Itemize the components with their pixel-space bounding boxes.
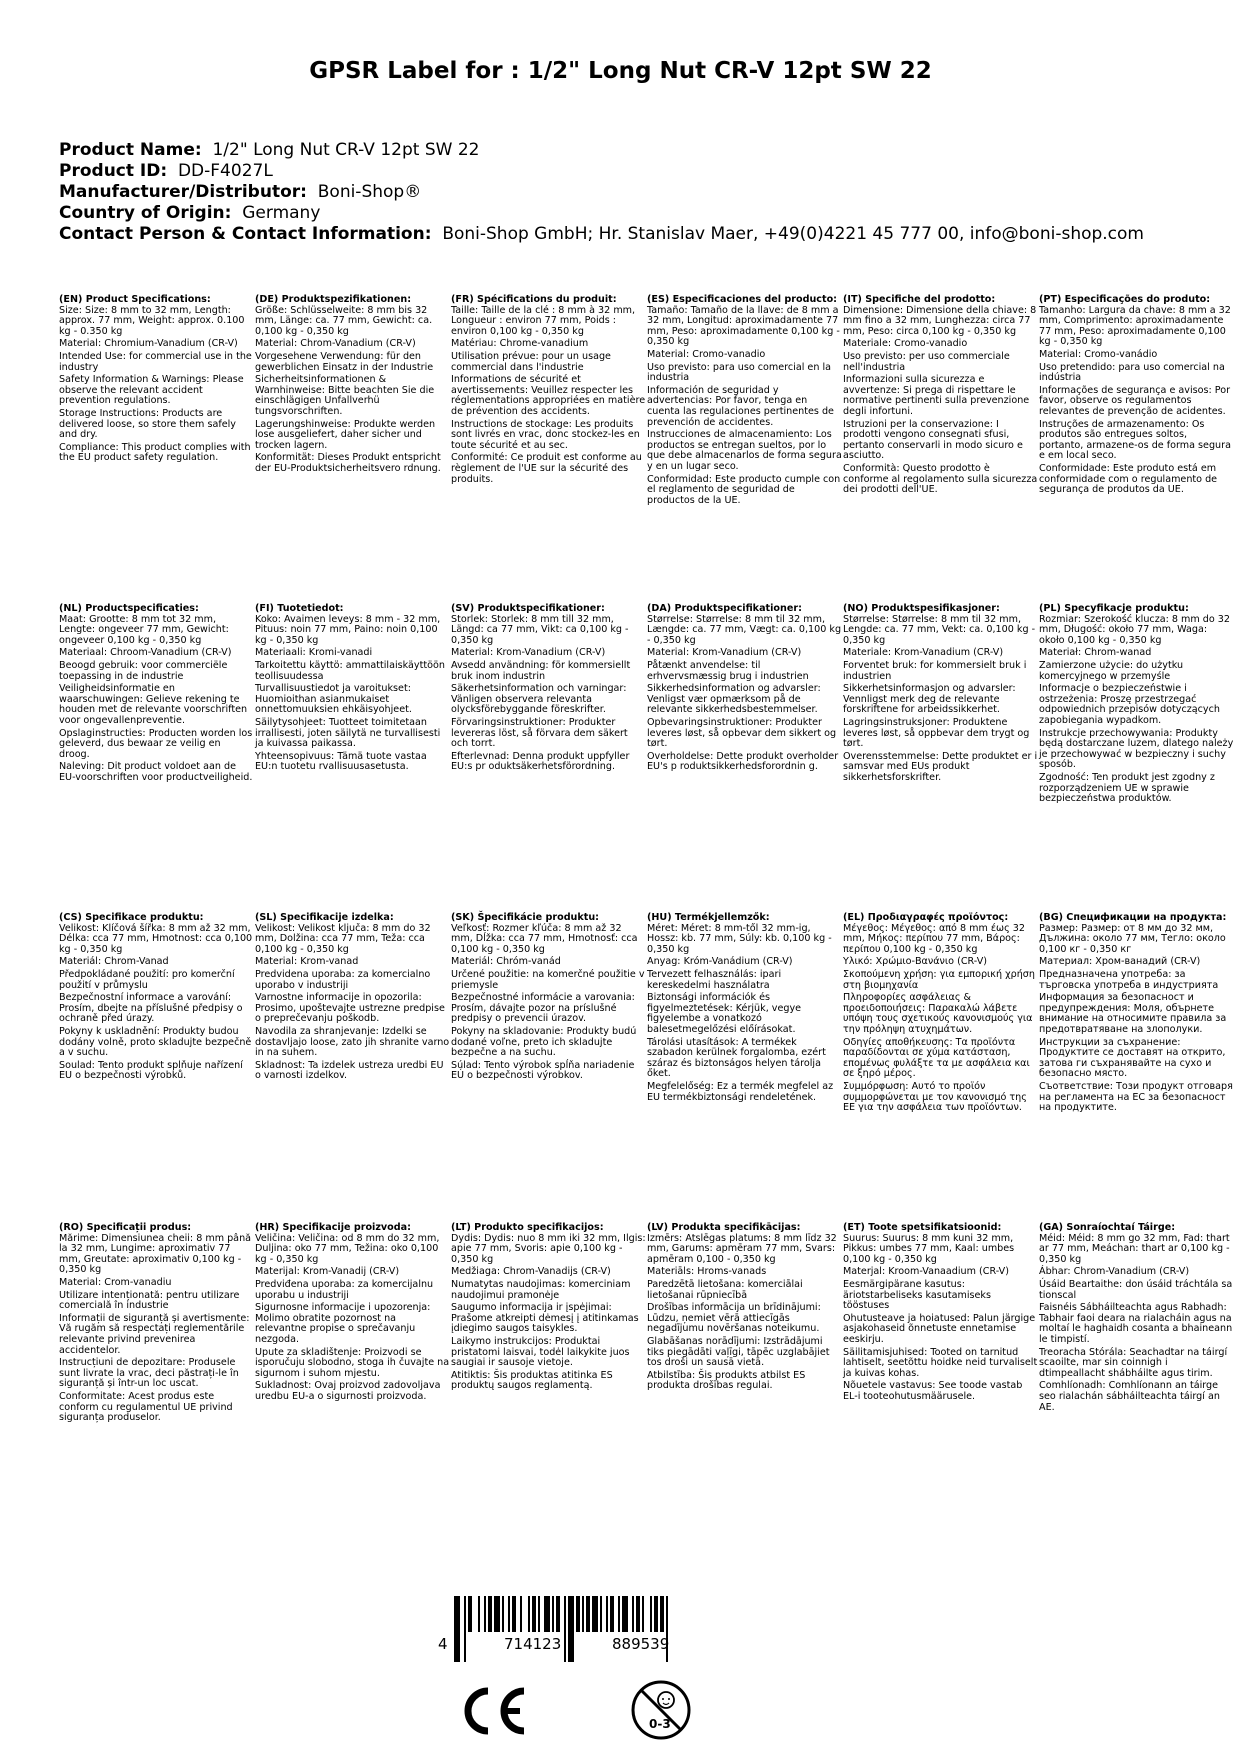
spec-paragraph: Dimensione: Dimensione della chiave: 8 mm fino a 32 mm, Lunghezza: circa 77 mm, Peso: circa 0,100 kg - 0,350 kg bbox=[843, 304, 1037, 337]
barcode-bar bbox=[622, 1596, 628, 1632]
spec-paragraph: Materijal: Krom-Vanadij (CR-V) bbox=[255, 1266, 400, 1278]
spec-heading: (NL) Productspecificaties: bbox=[59, 603, 199, 614]
barcode-bar bbox=[520, 1596, 522, 1632]
spec-paragraph: Bezpečnostné informácie a varovania: Prosím, dávajte pozor na príslušné predpisy o prevencii úrazov. bbox=[451, 992, 635, 1025]
spec-paragraph: Storage Instructions: Products are delivered loose, so store them safely and dry. bbox=[59, 407, 236, 441]
spec-paragraph: Materjal: Kroom-Vanaadium (CR-V) bbox=[843, 1266, 1009, 1278]
spec-paragraph: Förvaringsinstruktioner: Produkter levereras löst, så förvara dem säkert och torrt. bbox=[451, 716, 628, 750]
spec-cell bbox=[451, 913, 646, 1084]
spec-paragraph: Numatytas naudojimas: komerciniam naudojimui pramonėje bbox=[451, 1278, 631, 1301]
spec-paragraph: Zamierzone użycie: do użytku komercyjnego w przemyśle bbox=[1039, 659, 1184, 682]
spec-heading: (FR) Spécifications du produit: bbox=[451, 294, 617, 305]
spec-paragraph: Μέγεθος: Μέγεθος: από 8 mm έως 32 mm, Μήκος: περίπου 77 mm, Βάρος: περίπου 0,100 kg - 0,350 kg bbox=[843, 922, 1025, 955]
spec-paragraph: Sikkerhedsinformation og advarsler: Venligst vær opmærksom på de relevante sikkerhedsbestemmelser. bbox=[647, 683, 821, 716]
info-country: Country of Origin: Germany bbox=[59, 203, 321, 223]
spec-paragraph: Conformità: Questo prodotto è conforme al regolamento sulla sicurezza dei prodotti dell'UE. bbox=[843, 462, 1038, 496]
spec-paragraph: Eesmärgipärane kasutus: äriotstarbeliseks kasutamiseks tööstuses bbox=[843, 1278, 991, 1312]
spec-heading: (RO) Specificații produs: bbox=[59, 1222, 192, 1233]
spec-paragraph: Safety Information & Warnings: Please observe the relevant accident prevention regulations. bbox=[59, 374, 244, 407]
spec-paragraph: Storlek: Storlek: 8 mm till 32 mm, Längd: ca 77 mm, Vikt: ca 0,100 kg - 0,350 kg bbox=[451, 613, 629, 646]
barcode-bar bbox=[610, 1596, 614, 1632]
spec-paragraph: Suurus: Suurus: 8 mm kuni 32 mm, Pikkus: umbes 77 mm, Kaal: umbes 0,100 kg - 0,350 kg bbox=[843, 1232, 1015, 1265]
spec-paragraph: Συμμόρφωση: Αυτό το προϊόν συμμορφώνεται με τον κανονισμό της ΕΕ για την ασφάλεια των προϊόντων. bbox=[843, 1080, 1027, 1114]
barcode-bar bbox=[606, 1596, 608, 1632]
spec-cell bbox=[647, 913, 842, 1105]
spec-paragraph: Материал: Хром-ванадий (CR-V) bbox=[1039, 956, 1201, 968]
spec-cell bbox=[647, 1223, 842, 1394]
spec-paragraph: Súlad: Tento výrobok spĺňa nariadenie EÚ o bezpečnosti výrobkov. bbox=[451, 1059, 635, 1082]
spec-paragraph: Lagringsinstruksjoner: Produktene leveres løst, så oppbevar dem trygt og tørt. bbox=[843, 716, 1030, 750]
spec-paragraph: Určené použitie: na komerčné použitie v priemysle bbox=[451, 968, 645, 991]
spec-cell bbox=[647, 295, 842, 508]
spec-heading: (DE) Produktspezifikationen: bbox=[255, 294, 412, 305]
barcode-bar bbox=[632, 1596, 634, 1632]
barcode-bar bbox=[642, 1596, 644, 1632]
barcode-bar bbox=[528, 1596, 530, 1632]
spec-paragraph: Ohutusteave ja hoiatused: Palun järgige asjakohaseid õnnetuste ennetamise eeskirju. bbox=[843, 1312, 1036, 1345]
spec-cell bbox=[255, 1223, 450, 1405]
spec-heading: (DA) Produktspecifikationer: bbox=[647, 603, 802, 614]
spec-paragraph: Información de seguridad y advertencias: Por favor, tenga en cuenta las regulaciones pertinentes de prevención de accidentes. bbox=[647, 384, 834, 428]
barcode-bar bbox=[484, 1596, 486, 1632]
spec-paragraph: Informazioni sulla sicurezza e avvertenze: Si prega di rispettare le normative pertinenti sulla prevenzione degli infortuni. bbox=[843, 374, 1030, 417]
barcode-bar bbox=[468, 1596, 472, 1632]
barcode-bar bbox=[600, 1596, 602, 1632]
barcode-bar bbox=[512, 1596, 516, 1632]
barcode-bar bbox=[478, 1596, 480, 1632]
barcode-bars bbox=[440, 1596, 750, 1662]
spec-paragraph: Mărime: Dimensiunea cheii: 8 mm până la 32 mm, Lungime: aproximativ 77 mm, Greutate: aproximativ 0,100 kg - 0,350 kg bbox=[59, 1232, 252, 1276]
barcode-bar bbox=[454, 1596, 460, 1662]
barcode-bar bbox=[502, 1596, 504, 1632]
spec-paragraph: Material: Krom-Vanadium (CR-V) bbox=[451, 647, 606, 659]
barcode-digits-left: 714123 bbox=[504, 1635, 562, 1653]
spec-paragraph: Laikymo instrukcijos: Produktai pristatomi laisvai, todėl laikykite juos saugiai ir sausoje vietoje. bbox=[451, 1335, 630, 1369]
spec-paragraph: Předpokládané použití: pro komerční použití v průmyslu bbox=[59, 968, 235, 991]
spec-paragraph: Materiaali: Kromi-vanadi bbox=[255, 647, 373, 659]
barcode-bar bbox=[576, 1596, 580, 1632]
spec-paragraph: Instrukcje przechowywania: Produkty będą dostarczane luzem, dlatego należy je przechowywać w bezpieczny i suchy sposób. bbox=[1039, 727, 1234, 771]
spec-cell bbox=[59, 604, 254, 786]
spec-paragraph: Uso pretendido: para uso comercial na indústria bbox=[1039, 361, 1225, 384]
spec-paragraph: Sicherheitsinformationen & Warnhinweise: Bitte beachten Sie die einschlägigen Unfallverhü tungsvorschriften. bbox=[255, 374, 435, 417]
spec-paragraph: Instructions de stockage: Les produits sont livrés en vrac, donc stockez-les en toute sécurité et au sec. bbox=[451, 418, 640, 451]
spec-heading: (LV) Produkta specifikācijas: bbox=[647, 1222, 801, 1233]
spec-cell bbox=[1039, 295, 1234, 498]
spec-paragraph: Material: Cromo-vanádio bbox=[1039, 348, 1158, 360]
spec-paragraph: Naleving: Dit product voldoet aan de EU-voorschriften voor productveiligheid. bbox=[59, 761, 253, 783]
barcode-bar bbox=[650, 1596, 652, 1632]
spec-paragraph: Pokyny k uskladnění: Produkty budou dodány volně, proto skladujte bezpečně a v suchu. bbox=[59, 1025, 252, 1059]
info-manufacturer: Manufacturer/Distributor: Boni-Shop® bbox=[59, 182, 422, 202]
barcode-bar bbox=[618, 1596, 620, 1632]
barcode-bar bbox=[654, 1596, 658, 1632]
info-product-id: Product ID: DD-F4027L bbox=[59, 161, 273, 181]
spec-cell bbox=[1039, 604, 1234, 807]
spec-cell bbox=[255, 295, 450, 477]
spec-heading: (ET) Toote spetsifikatsioonid: bbox=[843, 1222, 1002, 1233]
spec-paragraph: Materiale: Cromo-vanadio bbox=[843, 338, 968, 350]
spec-heading: (HR) Specifikacije proizvoda: bbox=[255, 1222, 411, 1233]
barcode-bar bbox=[660, 1596, 664, 1632]
spec-paragraph: Informații de siguranță și avertismente: Vă rugăm să respectați reglementările relevante privind prevenirea accidentelor. bbox=[59, 1312, 250, 1356]
spec-paragraph: Größe: Schlüsselweite: 8 mm bis 32 mm, Länge: ca. 77 mm, Gewicht: ca. 0,100 kg - 0,350 kg bbox=[255, 304, 433, 337]
spec-cell bbox=[843, 1223, 1038, 1405]
spec-cell bbox=[647, 604, 842, 775]
spec-paragraph: Saugumo informacija ir įspėjimai: Prašome atkreipti dėmesį į atitinkamas įdiegimo saugos taisykles. bbox=[451, 1302, 639, 1335]
product-info bbox=[59, 140, 1219, 245]
spec-paragraph: Atitiktis: Šis produktas atitinka ES produktų saugos reglamentą. bbox=[451, 1369, 613, 1392]
spec-paragraph: Forventet bruk: for kommersielt bruk i industrien bbox=[843, 659, 1027, 682]
spec-paragraph: Informacje o bezpieczeństwie i ostrzeżenia: Proszę przestrzegać odpowiednich przepisów dotyczących zapobiegania wypadkom. bbox=[1039, 683, 1220, 726]
spec-paragraph: Skladnost: Ta izdelek ustreza uredbi EU o varnosti izdelkov. bbox=[255, 1059, 444, 1082]
spec-paragraph: Material: Cromo-vanadio bbox=[647, 348, 766, 360]
spec-heading: (SV) Produktspecifikationer: bbox=[451, 603, 605, 614]
barcode-bar bbox=[538, 1596, 540, 1632]
spec-paragraph: Veiligheidsinformatie en waarschuwingen: Gelieve rekening te houden met de relevante voorschriften voor ongevallenpreventie. bbox=[59, 683, 248, 726]
spec-heading: (FI) Tuotetiedot: bbox=[255, 603, 344, 614]
spec-cell bbox=[1039, 913, 1234, 1116]
spec-paragraph: Ábhar: Chrom-Vanadium (CR-V) bbox=[1039, 1266, 1190, 1278]
spec-heading: (GA) Sonraíochtaí Táirge: bbox=[1039, 1222, 1176, 1233]
barcode-bar bbox=[508, 1596, 510, 1632]
spec-heading: (LT) Produkto specifikacijos: bbox=[451, 1222, 604, 1233]
barcode-digits-right: 889539 bbox=[612, 1635, 670, 1653]
info-contact: Contact Person & Contact Information: Boni-Shop GmbH; Hr. Stanislav Maer, +49(0)4221 45 777 00, info@boni-shop.com bbox=[59, 224, 1144, 244]
barcode-bar bbox=[568, 1596, 574, 1662]
spec-paragraph: Säkerhetsinformation och varningar: Vänligen observera relevanta olycksförebyggande föreskrifter. bbox=[451, 683, 627, 716]
spec-cell bbox=[843, 604, 1038, 786]
spec-cell bbox=[451, 604, 646, 775]
spec-paragraph: Lagerungshinweise: Produkte werden lose ausgeliefert, daher sicher und trocken lagern. bbox=[255, 418, 436, 451]
spec-heading: (NO) Produktspesifikasjoner: bbox=[843, 603, 1000, 614]
spec-paragraph: Varnostne informacije in opozorila: Prosimo, upoštevajte ustrezne predpise o preprečevanju poškodb. bbox=[255, 992, 445, 1025]
spec-paragraph: Säilytysohjeet: Tuotteet toimitetaan irrallisesti, joten säilytä ne turvallisesti ja kuivassa paikassa. bbox=[255, 716, 441, 750]
spec-heading: (IT) Specifiche del prodotto: bbox=[843, 294, 996, 305]
spec-paragraph: Megfelelőség: Ez a termék megfelel az EU termékbiztonsági rendeletének. bbox=[647, 1080, 834, 1103]
spec-cell bbox=[451, 295, 646, 487]
spec-paragraph: Biztonsági információk és figyelmeztetések: Kérjük, vegye figyelembe a vonatkozó balesetmegelőzési előírásokat. bbox=[647, 992, 802, 1035]
spec-paragraph: Utilizare intenționată: pentru utilizare comercială în industrie bbox=[59, 1289, 240, 1312]
spec-paragraph: Sikkerhetsinformasjon og advarsler: Vennligst merk deg de relevante forskriftene for arbeidssikkerhet. bbox=[843, 683, 1016, 716]
spec-heading: (EL) Προδιαγραφές προϊόντος: bbox=[843, 912, 1009, 923]
spec-paragraph: Opbevaringsinstruktioner: Produkter leveres løst, så opbevar dem sikkert og tørt. bbox=[647, 716, 837, 750]
spec-paragraph: Avsedd användning: för kommersiellt bruk inom industrin bbox=[451, 659, 631, 682]
spec-paragraph: Sukladnost: Ovaj proizvod zadovoljava uredbu EU-a o sigurnosti proizvoda. bbox=[255, 1380, 441, 1402]
spec-paragraph: Σκοπούμενη χρήση: για εμπορική χρήση στη βιομηχανία bbox=[843, 968, 1035, 991]
barcode-bar bbox=[586, 1596, 590, 1632]
spec-paragraph: Anyag: Króm-Vanádium (CR-V) bbox=[647, 956, 793, 968]
spec-paragraph: Glabāšanas norādījumi: Izstrādājumi tiks piegādāti vaļīgi, tāpēc uzglabājiet tos droši un sausā vietā. bbox=[647, 1335, 830, 1369]
spec-paragraph: Overholdelse: Dette produkt overholder EU's p roduktsikkerhedsforordnin g. bbox=[647, 750, 839, 773]
spec-paragraph: Tamanho: Largura da chave: 8 mm a 32 mm, Comprimento: aproximadamente 77 mm, Peso: aproximadamente 0,100 kg - 0,350 kg bbox=[1039, 304, 1231, 348]
spec-heading: (SK) Špecifikácie produktu: bbox=[451, 912, 600, 923]
barcode-bar bbox=[488, 1596, 492, 1632]
spec-paragraph: Tárolási utasítások: A termékek szabadon kerülnek forgalomba, ezért száraz és biztonságos helyen tárolja őket. bbox=[647, 1036, 826, 1080]
spec-paragraph: Informações de segurança e avisos: Por favor, observe os regulamentos relevantes de prevenção de acidentes. bbox=[1039, 384, 1231, 417]
spec-cell bbox=[59, 1223, 254, 1426]
barcode-bar bbox=[564, 1596, 566, 1662]
spec-paragraph: Vorgesehene Verwendung: für den gewerblichen Einsatz in der Industrie bbox=[255, 350, 434, 373]
spec-paragraph: Compliance: This product complies with the EU product safety regulation. bbox=[59, 441, 251, 464]
spec-cell bbox=[59, 295, 254, 466]
spec-heading: (EN) Product Specifications: bbox=[59, 294, 211, 305]
spec-paragraph: Информация за безопасност и предупреждения: Моля, обърнете внимание на относимите правила за предотвратяване на злополуки. bbox=[1039, 992, 1227, 1035]
spec-paragraph: Overensstemmelse: Dette produktet er i samsvar med EUs produkt sikkerhetsforskrifter. bbox=[843, 750, 1038, 783]
spec-cell bbox=[255, 913, 450, 1084]
barcode bbox=[440, 1596, 750, 1662]
spec-paragraph: Instrucțiuni de depozitare: Produsele sunt livrate la vrac, deci păstrați-le în siguranță și într-un loc uscat. bbox=[59, 1357, 239, 1390]
spec-paragraph: Medžiaga: Chrom-Vanadijs (CR-V) bbox=[451, 1266, 611, 1278]
spec-cell bbox=[59, 913, 254, 1084]
spec-paragraph: Materiale: Krom-Vanadium (CR-V) bbox=[843, 647, 1004, 659]
spec-cell bbox=[843, 295, 1038, 498]
spec-paragraph: Faisnéis Sábháilteachta agus Rabhadh: Tabhair faoi deara na rialacháin agus na moltaí le haghaidh cosanta a bhaineann le timpistí. bbox=[1039, 1302, 1233, 1345]
barcode-bar bbox=[494, 1596, 500, 1632]
spec-paragraph: Izmērs: Atslēgas platums: 8 mm līdz 32 mm, Garums: apmēram 77 mm, Svars: apmēram 0,100 - 0,350 kg bbox=[647, 1232, 837, 1265]
spec-paragraph: Intended Use: for commercial use in the industry bbox=[59, 350, 252, 373]
spec-paragraph: Rozmiar: Szerokość klucza: 8 mm do 32 mm, Długość: około 77 mm, Waga: około 0,100 kg - 0,350 kg bbox=[1039, 613, 1231, 646]
spec-paragraph: Comhlíonadh: Comhlíonann an táirge seo rialachán sábháilteachta táirgí an AE. bbox=[1039, 1380, 1220, 1413]
spec-cell bbox=[1039, 1223, 1234, 1415]
spec-paragraph: Materiál: Chrom-Vanad bbox=[59, 956, 169, 968]
spec-paragraph: Opslaginstructies: Producten worden los geleverd, dus bewaar ze veilig en droog. bbox=[59, 727, 253, 760]
barcode-bar bbox=[552, 1596, 554, 1632]
spec-heading: (ES) Especificaciones del producto: bbox=[647, 294, 838, 305]
spec-paragraph: Utilisation prévue: pour un usage commercial dans l'industrie bbox=[451, 350, 611, 373]
spec-paragraph: Πληροφορίες ασφάλειας & προειδοποιήσεις: Παρακαλώ λάβετε υπόψη τους σχετικούς κανονισμούς για την πρόληψη ατυχημάτων. bbox=[843, 992, 1033, 1035]
barcode-bar bbox=[556, 1596, 560, 1632]
spec-paragraph: Veľkosť: Rozmer kľúča: 8 mm až 32 mm, Dĺžka: cca 77 mm, Hmotnosť: cca 0,100 kg - 0,350 kg bbox=[451, 922, 638, 955]
spec-paragraph: Material: Chromium-Vanadium (CR-V) bbox=[59, 338, 238, 350]
barcode-bar bbox=[636, 1596, 640, 1632]
spec-heading: (PL) Specyfikacje produktu: bbox=[1039, 603, 1189, 614]
spec-paragraph: Soulad: Tento produkt splňuje nařízení EU o bezpečnosti výrobků. bbox=[59, 1059, 243, 1082]
spec-paragraph: Υλικό: Χρώμιο-Βανάνιο (CR-V) bbox=[843, 956, 988, 968]
page-title: GPSR Label for : 1/2" Long Nut CR-V 12pt SW 22 bbox=[309, 58, 932, 84]
spec-paragraph: Размер: Размер: от 8 мм до 32 мм, Дължина: около 77 мм, Тегло: около 0,100 кг - 0,350 кг bbox=[1039, 922, 1226, 955]
ce-mark-icon bbox=[458, 1685, 530, 1737]
spec-paragraph: Predviđena uporaba: za komercijalnu uporabu u industriji bbox=[255, 1278, 434, 1301]
spec-paragraph: Materiál: Chróm-vanád bbox=[451, 956, 561, 968]
barcode-bar bbox=[532, 1596, 536, 1632]
spec-cell bbox=[255, 604, 450, 775]
spec-paragraph: Yhteensopivuus: Tämä tuote vastaa EU:n tuotetu rvallisuusasetusta. bbox=[255, 750, 427, 773]
spec-paragraph: Paredzētā lietošana: komerciālai lietošanai rūpniecībā bbox=[647, 1278, 803, 1301]
spec-paragraph: Konformität: Dieses Produkt entspricht der EU-Produktsicherheitsvero rdnung. bbox=[255, 452, 441, 474]
spec-paragraph: Size: Size: 8 mm to 32 mm, Length: approx. 77 mm, Weight: approx. 0.100 kg - 0.350 kg bbox=[59, 304, 245, 337]
spec-paragraph: Nõuetele vastavus: See toode vastab EL-i tooteohutusmäärusele. bbox=[843, 1380, 1023, 1402]
spec-paragraph: Efterlevnad: Denna produkt uppfyller EU:s pr oduktsäkerhetsförordning. bbox=[451, 750, 630, 773]
spec-paragraph: Bezpečnostní informace a varování: Prosím, dbejte na příslušné předpisy o ochraně před úrazy. bbox=[59, 992, 243, 1025]
spec-paragraph: Úsáid Beartaithe: don úsáid tráchtála sa tionscal bbox=[1039, 1278, 1233, 1301]
spec-paragraph: Beoogd gebruik: voor commerciële toepassing in de industrie bbox=[59, 659, 228, 682]
spec-paragraph: Méret: Méret: 8 mm-től 32 mm-ig, Hossz: kb. 77 mm, Súly: kb. 0,100 kg - 0,350 kg bbox=[647, 922, 832, 955]
spec-paragraph: Påtænkt anvendelse: til erhvervsmæssig brug i industrien bbox=[647, 659, 809, 682]
spec-paragraph: Treoracha Stórála: Seachadtar na táirgí scaoilte, mar sin coinnigh i dtimpeallacht shábháilte agus tirim. bbox=[1039, 1346, 1228, 1379]
spec-paragraph: Instruções de armazenamento: Os produtos são entregues soltos, portanto, armazene-os de forma segura e em local seco. bbox=[1039, 418, 1231, 462]
spec-paragraph: Materiāls: Hroms-vanads bbox=[647, 1266, 767, 1278]
spec-paragraph: Størrelse: Størrelse: 8 mm til 32 mm, Længde: ca. 77 mm, Vægt: ca. 0,100 kg - 0,350 kg bbox=[647, 613, 842, 646]
spec-heading: (BG) Спецификации на продукта: bbox=[1039, 912, 1227, 923]
spec-paragraph: Conformité: Ce produit est conforme au règlement de l'UE sur la sécurité des produits. bbox=[451, 452, 642, 485]
spec-paragraph: Informations de sécurité et avertissements: Veuillez respecter les réglementations appropriées en matière de prévention des accidents. bbox=[451, 374, 646, 417]
barcode-bar bbox=[582, 1596, 584, 1632]
spec-paragraph: Materiaal: Chroom-Vanadium (CR-V) bbox=[59, 647, 232, 659]
spec-paragraph: Material: Chrom-Vanadium (CR-V) bbox=[255, 338, 416, 350]
age-warning-icon bbox=[630, 1679, 692, 1741]
spec-heading: (SL) Specifikacije izdelka: bbox=[255, 912, 394, 923]
spec-paragraph: Zgodność: Ten produkt jest zgodny z rozporządzeniem UE w sprawie bezpieczeństwa produktów. bbox=[1039, 771, 1215, 805]
spec-paragraph: Conformidad: Este producto cumple con el reglamento de seguridad de productos de la UE. bbox=[647, 473, 841, 506]
spec-paragraph: Instrucciones de almacenamiento: Los productos se entregan sueltos, por lo que debe almacenarlos de forma segura y en un lugar seco. bbox=[647, 429, 842, 472]
spec-cell bbox=[843, 913, 1038, 1116]
spec-paragraph: Uso previsto: per uso commerciale nell'industria bbox=[843, 350, 1010, 373]
spec-paragraph: Οδηγίες αποθήκευσης: Τα προϊόντα παραδίδονται σε χύμα κατάσταση, επομένως φυλάξτε τα με ασφάλεια και σε ξηρό μέρος. bbox=[843, 1036, 1030, 1080]
spec-paragraph: Veličina: Veličina: od 8 mm do 32 mm, Duljina: oko 77 mm, Težina: oko 0,100 kg - 0,350 kg bbox=[255, 1232, 440, 1265]
spec-paragraph: Tamaño: Tamaño de la llave: de 8 mm a 32 mm, Longitud: aproximadamente 77 mm, Peso: aproximadamente 0,100 kg - 0,350 kg bbox=[647, 304, 840, 348]
barcode-bar bbox=[592, 1596, 598, 1632]
spec-paragraph: Material: Krom-vanad bbox=[255, 956, 359, 968]
barcode-bar bbox=[464, 1596, 466, 1662]
spec-paragraph: Предназначена употреба: за търговска употреба в индустрията bbox=[1039, 968, 1219, 991]
spec-heading: (PT) Especificações do produto: bbox=[1039, 294, 1211, 305]
spec-paragraph: Materiał: Chrom-wanad bbox=[1039, 647, 1152, 659]
spec-paragraph: Tarkoitettu käyttö: ammattilaiskäyttöön teollisuudessa bbox=[255, 659, 445, 682]
spec-paragraph: Upute za skladištenje: Proizvodi se isporučuju slobodno, stoga ih čuvajte na sigurnom i suhom mjestu. bbox=[255, 1346, 450, 1379]
spec-paragraph: Matériau: Chrome-vanadium bbox=[451, 338, 589, 350]
spec-paragraph: Sigurnosne informacije i upozorenja: Molimo obratite pozornost na relevantne propise o sprečavanju nezgoda. bbox=[255, 1302, 431, 1345]
spec-paragraph: Tervezett felhasználás: ipari kereskedelmi használatra bbox=[647, 968, 782, 991]
spec-paragraph: Conformidade: Este produto está em conformidade com o regulamento de segurança de produtos da UE. bbox=[1039, 462, 1218, 496]
spec-paragraph: Dydis: Dydis: nuo 8 mm iki 32 mm, Ilgis: apie 77 mm, Svoris: apie 0,100 kg - 0,350 kg bbox=[451, 1232, 646, 1265]
spec-paragraph: Pokyny na skladovanie: Produkty budú dodané voľne, preto ich skladujte bezpečne a na suchu. bbox=[451, 1025, 637, 1059]
spec-paragraph: Koko: Avaimen leveys: 8 mm - 32 mm, Pituus: noin 77 mm, Paino: noin 0,100 kg - 0,350 kg bbox=[255, 613, 441, 646]
spec-paragraph: Méid: Méid: 8 mm go 32 mm, Fad: thart ar 77 mm, Meáchan: thart ar 0,100 kg - 0,350 kg bbox=[1039, 1232, 1230, 1265]
spec-paragraph: Velikost: Klíčová šířka: 8 mm až 32 mm, Délka: cca 77 mm, Hmotnost: cca 0,100 kg - 0,350 kg bbox=[59, 922, 253, 955]
spec-paragraph: Taille: Taille de la clé : 8 mm à 32 mm, Longueur : environ 77 mm, Poids : environ 0,100 kg - 0,350 kg bbox=[451, 304, 636, 337]
spec-paragraph: Turvallisuustiedot ja varoitukset: Huomioithan asianmukaiset onnettomuuksien ehkäisyohjeet. bbox=[255, 683, 412, 716]
spec-paragraph: Predvidena uporaba: za komercialno uporabo v industriji bbox=[255, 968, 431, 991]
spec-paragraph: Material: Crom-vanadiu bbox=[59, 1276, 172, 1288]
spec-heading: (CS) Specifikace produktu: bbox=[59, 912, 204, 923]
spec-heading: (HU) Termékjellemzők: bbox=[647, 912, 770, 923]
barcode-bar bbox=[544, 1596, 550, 1632]
spec-paragraph: Drošības informācija un brīdinājumi: Lūdzu, ņemiet vērā attiecīgās negadījumu novēršanas noteikumu. bbox=[647, 1302, 821, 1335]
info-product-name: Product Name: 1/2" Long Nut CR-V 12pt SW 22 bbox=[59, 140, 480, 160]
spec-paragraph: Maat: Grootte: 8 mm tot 32 mm, Lengte: ongeveer 77 mm, Gewicht: ongeveer 0,100 kg - 0,350 kg bbox=[59, 613, 229, 646]
spec-paragraph: Atbilstība: Šis produkts atbilst ES produkta drošības regulai. bbox=[647, 1369, 806, 1392]
spec-paragraph: Navodila za shranjevanje: Izdelki se dostavljajo loose, zato jih shranite varno in na suhem. bbox=[255, 1025, 450, 1059]
spec-paragraph: Istruzioni per la conservazione: I prodotti vengono consegnati sfusi, pertanto conservarli in modo sicuro e asciutto. bbox=[843, 418, 1023, 462]
spec-paragraph: Material: Krom-Vanadium (CR-V) bbox=[647, 647, 802, 659]
spec-paragraph: Størrelse: Størrelse: 8 mm til 32 mm, Lengde: ca. 77 mm, Vekt: ca. 0,100 kg - 0,350 kg bbox=[843, 613, 1036, 646]
spec-paragraph: Съответствие: Този продукт отговаря на регламента на ЕС за безопасност на продуктите. bbox=[1039, 1080, 1233, 1114]
spec-paragraph: Conformitate: Acest produs este conform cu regulamentul UE privind siguranța produselor. bbox=[59, 1390, 233, 1424]
spec-paragraph: Uso previsto: para uso comercial en la industria bbox=[647, 361, 831, 384]
age-warning-label: 0-3 bbox=[649, 1717, 671, 1731]
barcode-digit-first: 4 bbox=[438, 1635, 448, 1653]
spec-cell bbox=[451, 1223, 646, 1394]
spec-paragraph: Инструкции за съхранение: Продуктите се доставят на открито, затова ги съхранявайте на сухо и безопасно място. bbox=[1039, 1036, 1226, 1080]
spec-paragraph: Säilitamisjuhised: Tooted on tarnitud lahtiselt, seetõttu hoidke neid turvaliselt ja kuivas kohas. bbox=[843, 1346, 1038, 1379]
spec-paragraph: Velikost: Velikost ključa: 8 mm do 32 mm, Dolžina: cca 77 mm, Teža: cca 0,100 kg - 0,350 kg bbox=[255, 922, 431, 955]
